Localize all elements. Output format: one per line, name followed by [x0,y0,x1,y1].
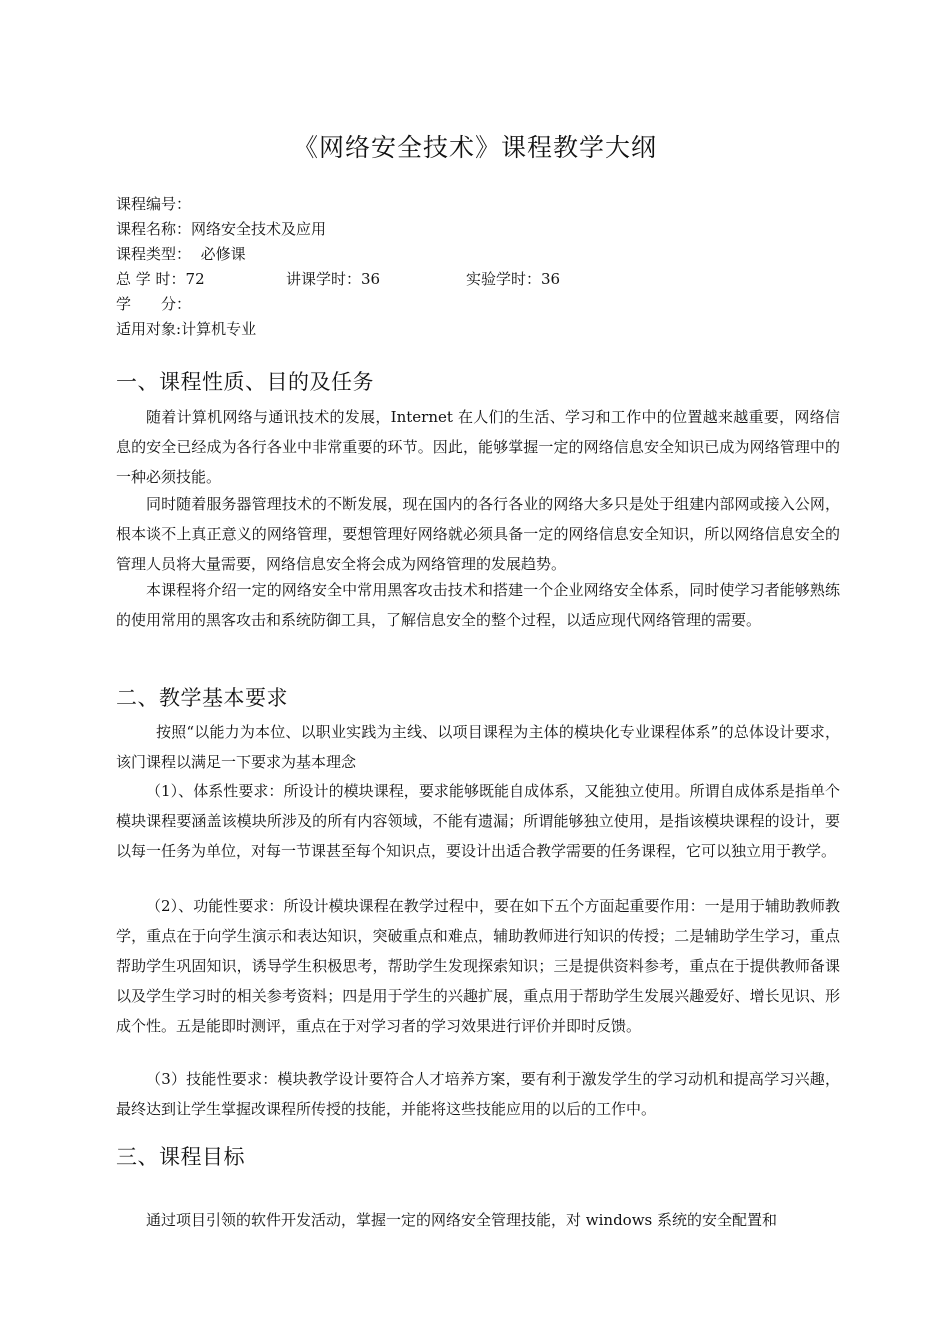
section-heading-1: 一、课程性质、目的及任务 [116,370,374,394]
course-name-row [116,217,326,242]
section-3-paragraph-1: 通过项目引领的软件开发活动，掌握一定的网络安全管理技能，对 windows 系统的安全配置和 [146,1211,778,1229]
course-type-value: 必修课 [200,245,246,263]
section-2-paragraph-4: （3）技能性要求：模块教学设计要符合人才培养方案，要有利于激发学生的学习动机和提高学习兴趣，最终达到让学生掌握改课程所传授的技能，并能将这些技能应用的以后的工作中。 [116,1070,840,1118]
course-type-row [116,242,326,267]
credits-row [116,292,326,317]
total-hours-value: 72 [185,270,205,288]
lecture-hours [286,267,380,292]
course-code-row [116,192,326,217]
hours-row [116,267,561,292]
course-info [116,192,561,342]
lab-hours-value: 36 [541,270,561,288]
credits-label: 学 分： [116,295,192,313]
lecture-hours-value: 36 [361,270,381,288]
audience-value: 计算机专业 [181,320,257,338]
lab-hours [466,267,560,292]
course-type-label: 课程类型： [116,245,192,263]
lecture-hours-label: 讲课学时： [286,270,362,288]
lab-hours-label: 实验学时： [466,270,542,288]
section-1-paragraph-3: 本课程将介绍一定的网络安全中常用黑客攻击技术和搭建一个企业网络安全体系，同时使学习者能够熟练的使用常用的黑客攻击和系统防御工具，了解信息安全的整个过程，以适应现代网络管理的需要。 [116,581,840,629]
section-heading-3: 三、课程目标 [116,1145,245,1169]
course-name-value: 网络安全技术及应用 [191,220,327,238]
section-heading-2: 二、教学基本要求 [116,686,288,710]
total-hours-label: 总 学 时： [116,270,186,288]
section-1-paragraph-1: 随着计算机网络与通讯技术的发展，Internet 在人们的生活、学习和工作中的位置越来越重要，网络信息的安全已经成为各行各业中非常重要的环节。因此，能够掌握一定的网络信息安全知识已成为网络管理中的一种必须技能。 [116,408,840,486]
audience-row [116,317,326,342]
section-2-paragraph-3: （2）、功能性要求：所设计模块课程在教学过程中，要在如下五个方面起重要作用：一是用于辅助教师教学，重点在于向学生演示和表达知识，突破重点和难点，辅助教师进行知识的传授；二是辅助学生学习，重点帮助学生巩固知识，诱导学生积极思考，帮助学生发现探索知识；三是提供资料参考，重点在于提供教师备课以及学生学习时的相关参考资料；四是用于学生的兴趣扩展，重点用于帮助学生发展兴趣爱好、增长见识、形成个性。五是能即时测评，重点在于对学习者的学习效果进行评价并即时反馈。 [116,897,840,1035]
section-1-paragraph-2: 同时随着服务器管理技术的不断发展，现在国内的各行各业的网络大多只是处于组建内部网或接入公网，根本谈不上真正意义的网络管理，要想管理好网络就必须具备一定的网络信息安全知识，所以网络信息安全的管理人员将大量需要，网络信息安全将会成为网络管理的发展趋势。 [116,495,840,573]
audience-label: 适用对象: [116,320,182,338]
section-2-paragraph-1: 按照“以能力为本位、以职业实践为主线、以项目课程为主体的模块化专业课程体系”的总体设计要求，该门课程以满足一下要求为基本理念 [116,723,840,771]
document-title: 《网络安全技术》课程教学大纲 [292,133,657,162]
section-2-paragraph-2: （1）、体系性要求：所设计的模块课程，要求能够既能自成体系，又能独立使用。所谓自成体系是指单个模块课程要涵盖该模块所涉及的所有内容领域，不能有遗漏；所谓能够独立使用，是指该模块课程的设计，要以每一任务为单位，对每一节课甚至每个知识点，要设计出适合教学需要的任务课程，它可以独立用于教学。 [116,782,840,860]
course-name-label: 课程名称： [116,220,192,238]
course-code-label: 课程编号： [116,195,192,213]
